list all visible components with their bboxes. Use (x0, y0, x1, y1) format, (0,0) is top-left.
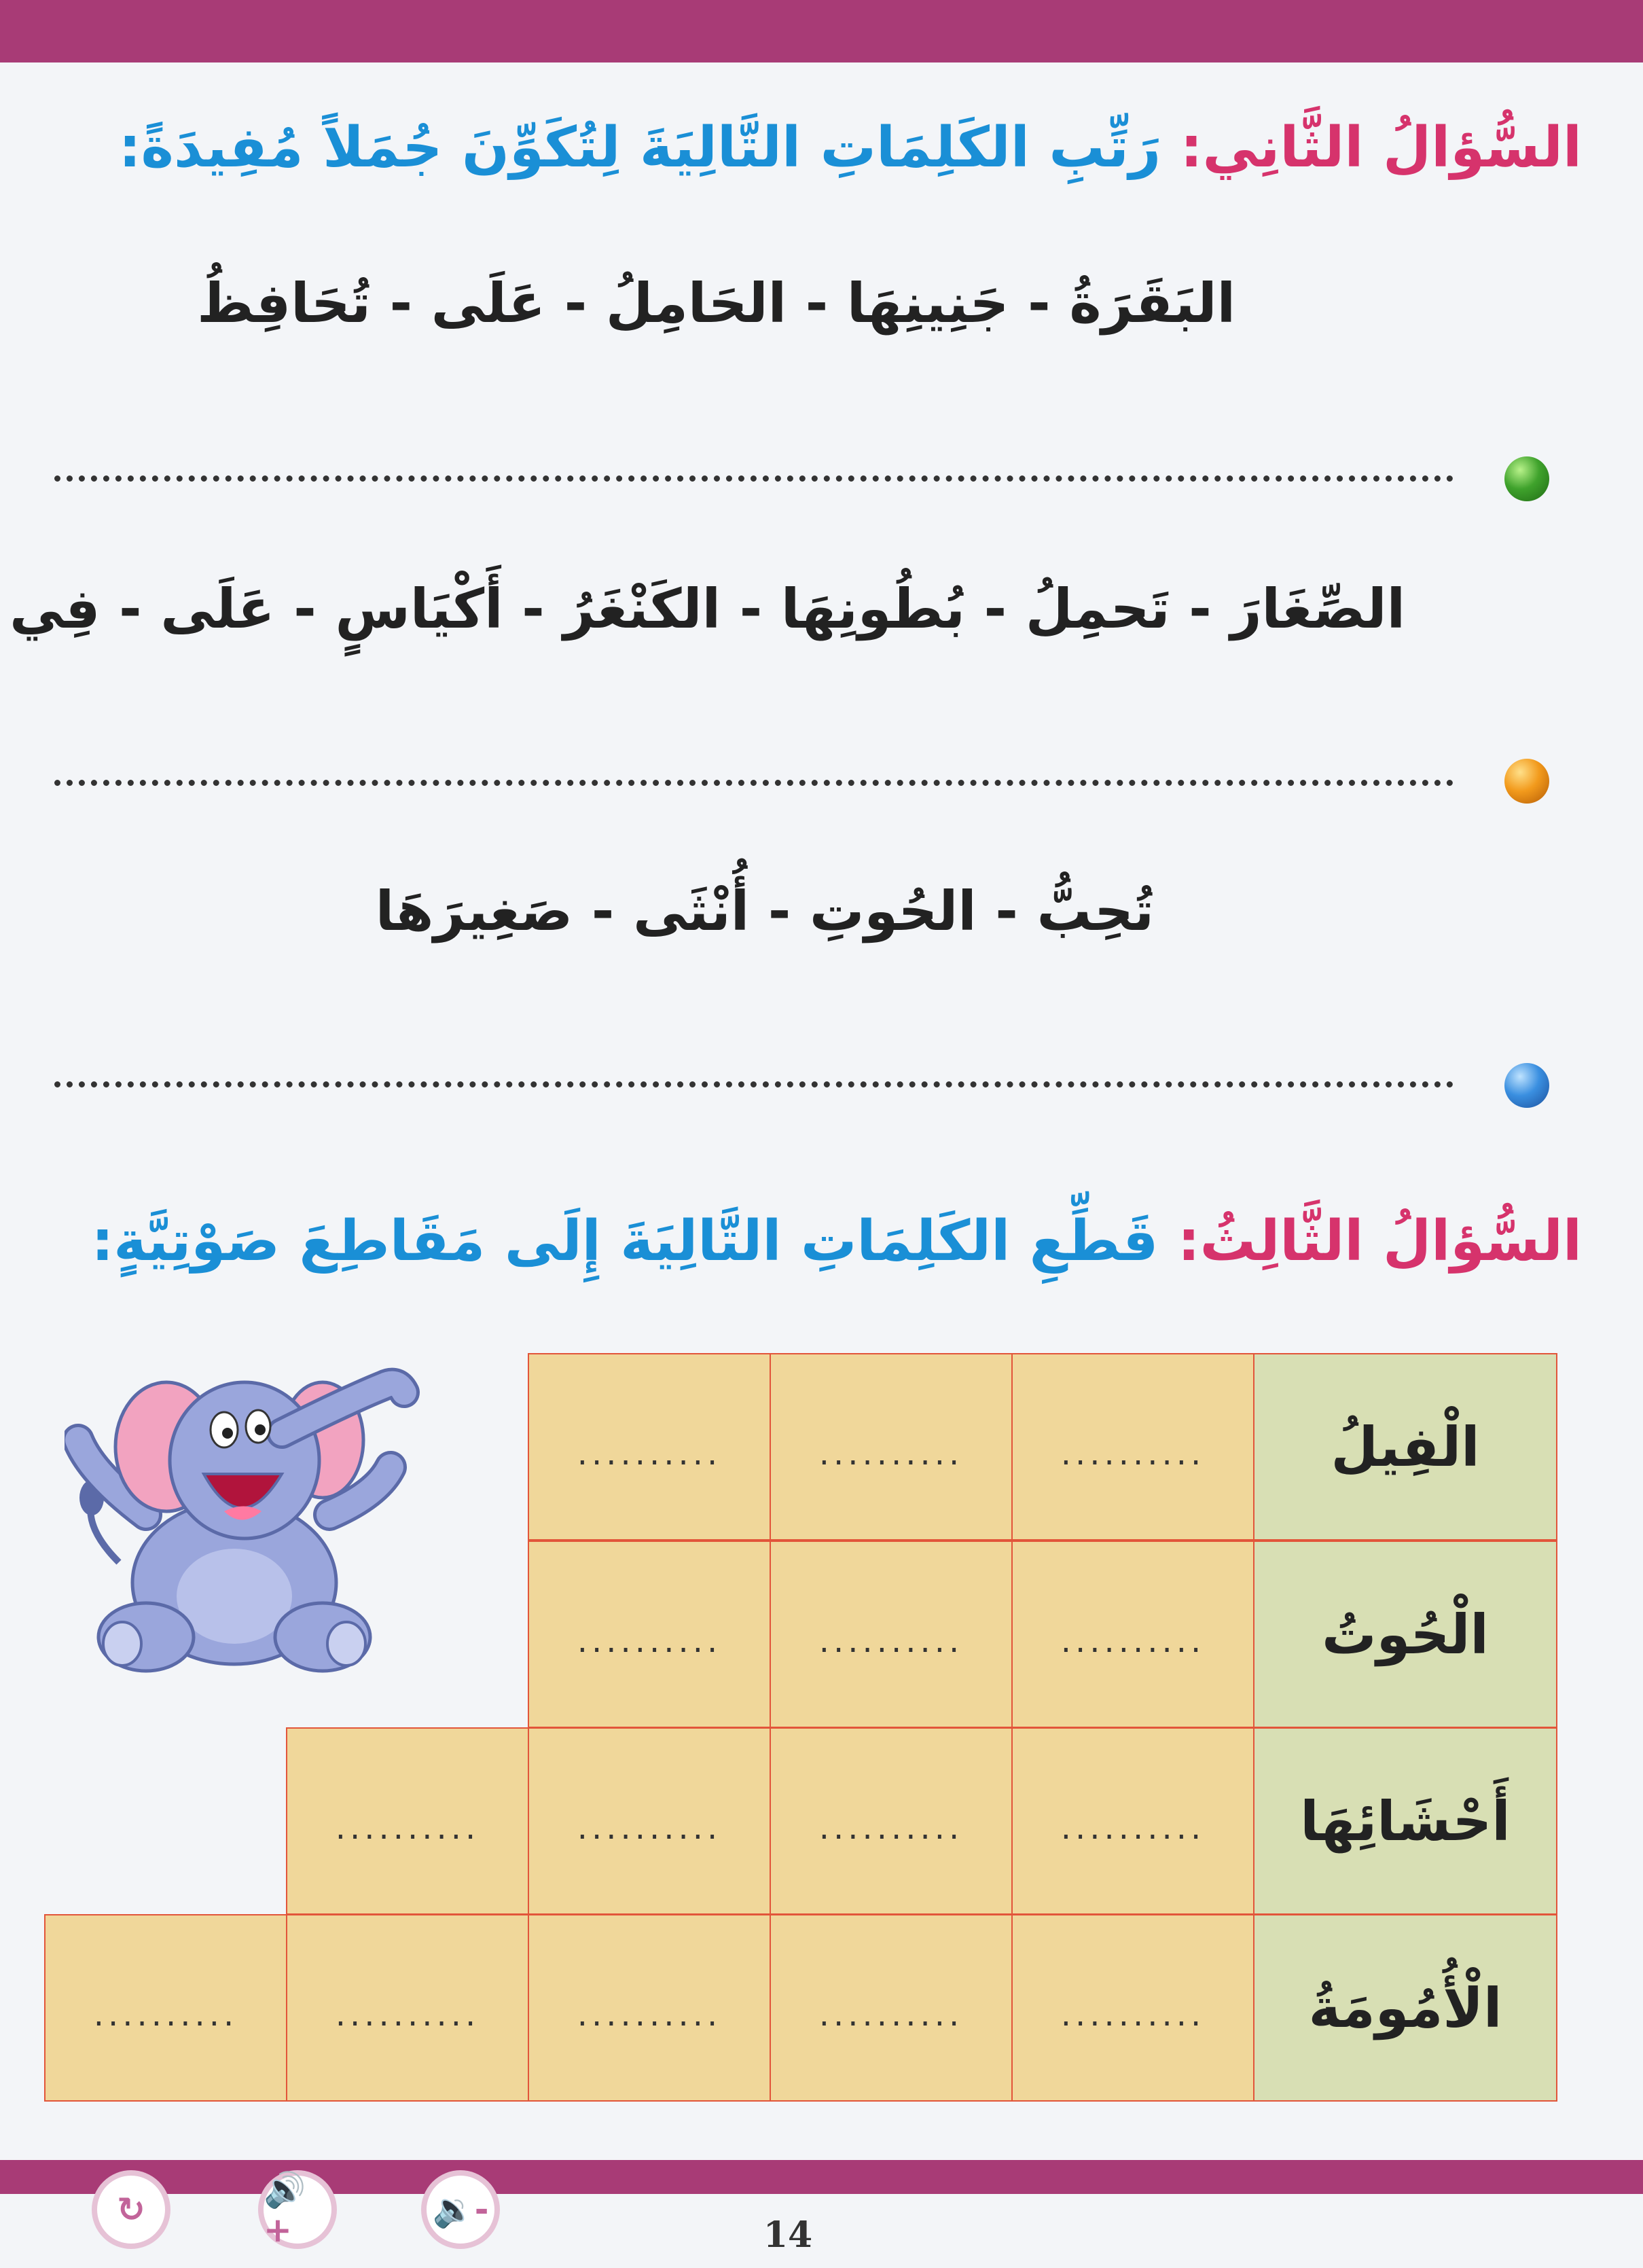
blank-dots: .......... (1060, 1622, 1206, 1660)
table-word-cell: الْحُوتُ (1253, 1541, 1557, 1728)
table-blank-cell[interactable] (528, 1914, 771, 2102)
answer-line-3[interactable] (54, 1081, 1454, 1087)
replay-icon: ↻ (117, 2190, 145, 2229)
question-3-instruction: قَطِّعِ الكَلِمَاتِ التَّالِيَةَ إِلَى مَقَاطِعَ صَوْتِيَّةٍ: (91, 1209, 1178, 1274)
blank-dots: .......... (93, 1996, 238, 2034)
blank-dots: .......... (818, 1622, 964, 1660)
table-blank-cell[interactable] (286, 1727, 529, 1915)
question-3-title (92, 1209, 1582, 1274)
answer-line-2[interactable] (54, 780, 1454, 786)
table-blank-cell[interactable] (1011, 1914, 1254, 2102)
elephant-icon (65, 1358, 431, 1685)
table-blank-cell[interactable] (528, 1727, 771, 1915)
table-blank-cell[interactable] (770, 1353, 1013, 1541)
blank-dots: .......... (818, 1996, 964, 2034)
table-blank-cell[interactable] (1011, 1727, 1254, 1915)
replay-button[interactable] (92, 2170, 170, 2249)
volume-up-button[interactable] (258, 2170, 337, 2249)
bottom-strip (0, 2194, 1643, 2268)
table-blank-cell[interactable] (44, 1914, 287, 2102)
volume-up-icon: 🔊+ (264, 2170, 306, 2250)
blank-dots: .......... (577, 1622, 722, 1660)
blank-dots: .......... (577, 1435, 722, 1473)
question-2-instruction: رَتِّبِ الكَلِمَاتِ التَّالِيَةَ لِتُكَوِّنَ جُمَلاً مُفِيدَةً: (118, 115, 1180, 180)
blank-dots: .......... (577, 1996, 722, 2034)
word-set-3: تُحِبُّ - الحُوتِ - أُنْثَى - صَغِيرَهَا (375, 880, 1154, 943)
table-word-cell: أَحْشَائِهَا (1253, 1727, 1557, 1915)
volume-down-icon: 🔉- (432, 2189, 489, 2229)
table-word-cell: الْأُمُومَةُ (1253, 1914, 1557, 2102)
table-blank-cell[interactable] (286, 1914, 529, 2102)
page-number: 14 (763, 2214, 813, 2256)
blank-dots: .......... (335, 1809, 480, 1847)
table-blank-cell[interactable] (1011, 1353, 1254, 1541)
blank-dots: .......... (818, 1809, 964, 1847)
blue-bullet-icon (1504, 1063, 1549, 1108)
question-3-label: السُّؤالُ الثَّالِثُ: (1177, 1209, 1582, 1274)
table-blank-cell[interactable] (770, 1541, 1013, 1728)
green-bullet-icon (1504, 456, 1549, 501)
answer-line-1[interactable] (54, 475, 1454, 482)
blank-dots: .......... (335, 1996, 480, 2034)
volume-down-button[interactable] (421, 2170, 500, 2249)
blank-dots: .......... (818, 1435, 964, 1473)
table-blank-cell[interactable] (1011, 1541, 1254, 1728)
blank-dots: .......... (1060, 1435, 1206, 1473)
table-word-cell: الْفِيلُ (1253, 1353, 1557, 1541)
table-blank-cell[interactable] (528, 1541, 771, 1728)
blank-dots: .......... (1060, 1809, 1206, 1847)
top-band (0, 0, 1643, 62)
table-blank-cell[interactable] (770, 1727, 1013, 1915)
word-set-2: الصِّغَارَ - تَحمِلُ - بُطُونِهَا - الكَنْغَرُ - أَكْيَاسٍ - عَلَى - فِي (10, 577, 1405, 641)
question-2-label: السُّؤالُ الثَّانِي: (1180, 115, 1582, 180)
orange-bullet-icon (1504, 759, 1549, 804)
word-set-1: البَقَرَةُ - جَنِينِهَا - الحَامِلُ - عَلَى - تُحَافِظُ (197, 272, 1235, 335)
table-blank-cell[interactable] (770, 1914, 1013, 2102)
blank-dots: .......... (1060, 1996, 1206, 2034)
question-2-title (119, 115, 1582, 180)
table-blank-cell[interactable] (528, 1353, 771, 1541)
blank-dots: .......... (577, 1809, 722, 1847)
